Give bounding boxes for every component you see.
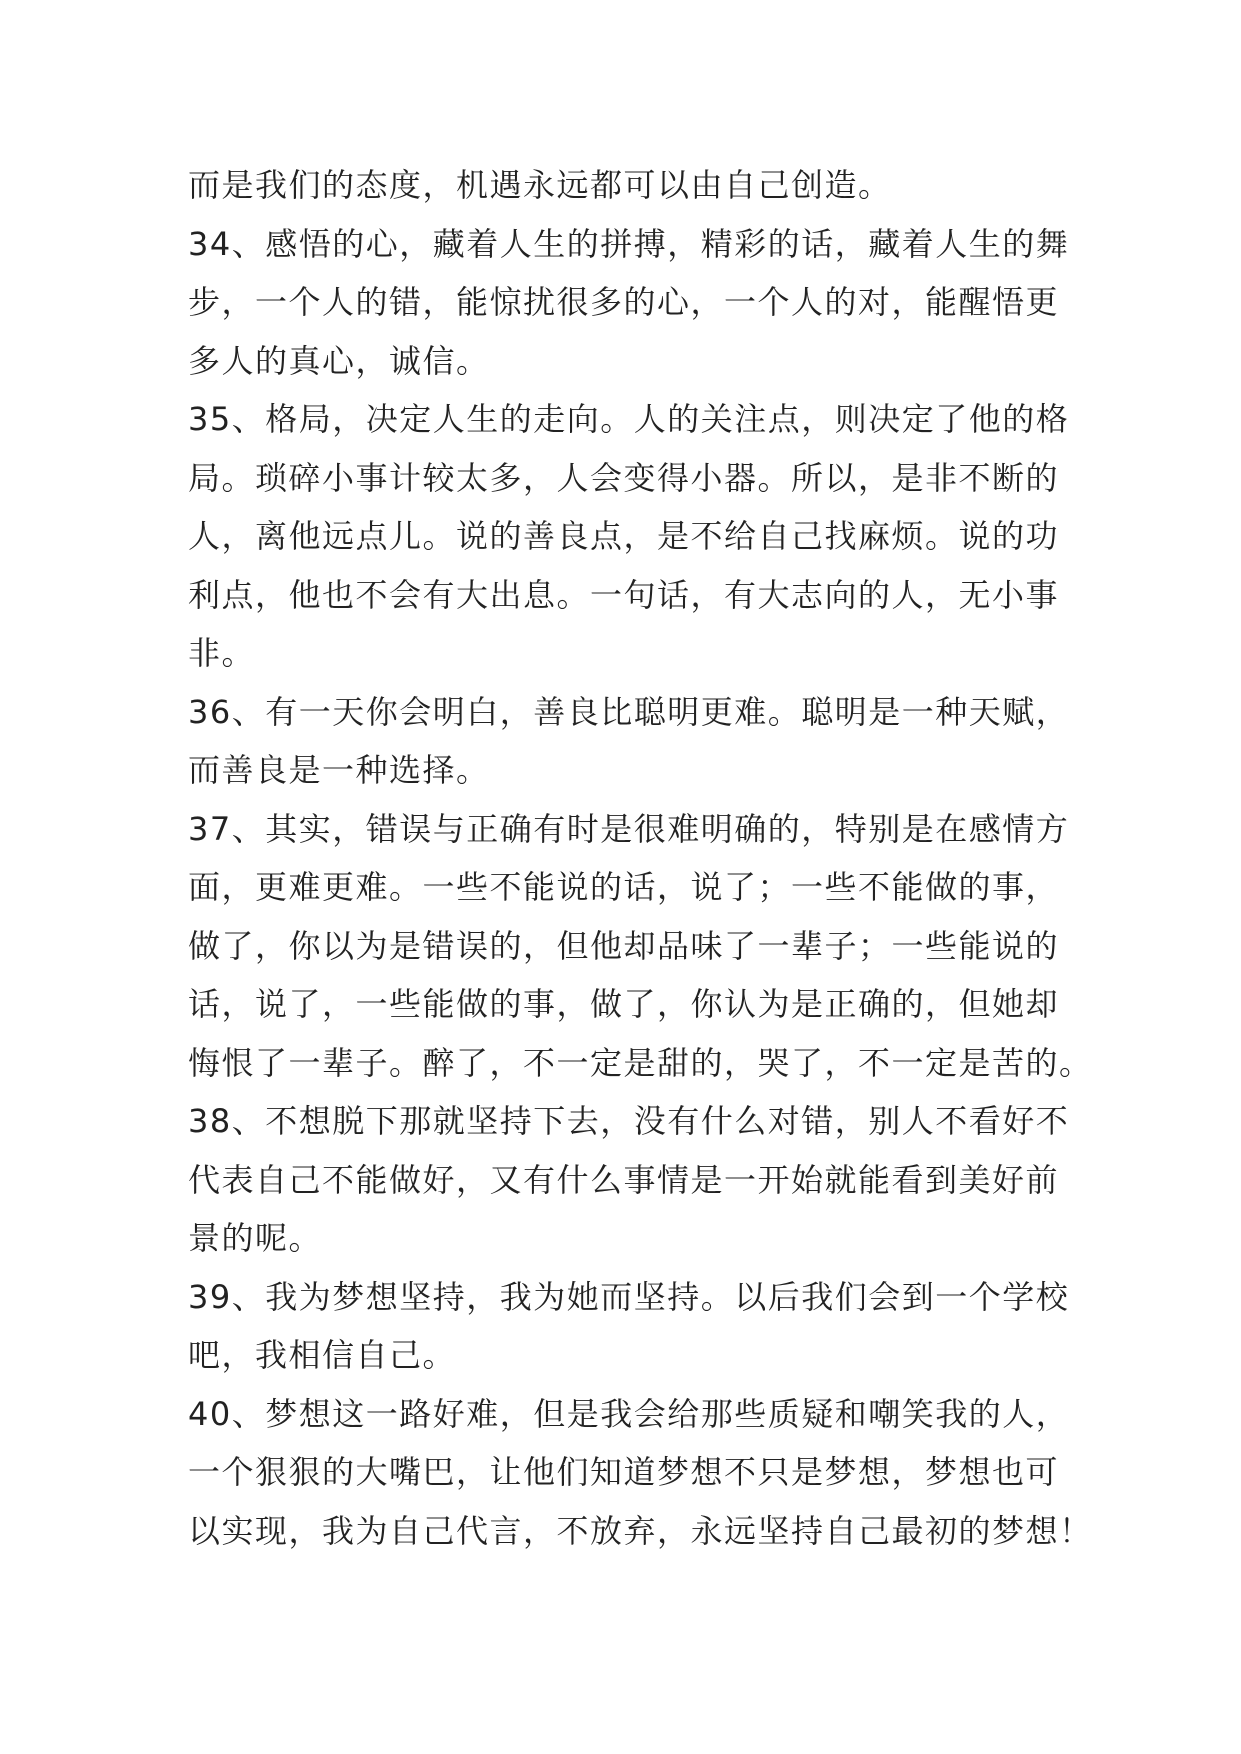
text-line: 人，离他远点儿。说的善良点，是不给自己找麻烦。说的功 — [188, 517, 1060, 555]
body-text — [188, 156, 1093, 1560]
text-line: 非。 — [188, 634, 256, 672]
text-line: 39、我为梦想坚持，我为她而坚持。以后我们会到一个学校 — [188, 1277, 1070, 1316]
text-line: 一个狠狠的大嘴巴，让他们知道梦想不只是梦想，梦想也可 — [188, 1453, 1060, 1491]
text-line: 而是我们的态度，机遇永远都可以由自己创造。 — [188, 166, 892, 204]
text-line: 话，说了，一些能做的事，做了，你认为是正确的，但她却 — [188, 985, 1060, 1023]
text-line: 景的呢。 — [188, 1219, 323, 1257]
text-line: 40、梦想这一路好难，但是我会给那些质疑和嘲笑我的人， — [188, 1394, 1070, 1433]
text-line: 37、其实，错误与正确有时是很难明确的，特别是在感情方 — [188, 809, 1070, 848]
text-line: 局。琐碎小事计较太多，人会变得小器。所以，是非不断的 — [188, 458, 1060, 497]
text-line: 代表自己不能做好，又有什么事情是一开始就能看到美好前 — [188, 1160, 1060, 1199]
text-line: 而善良是一种选择。 — [188, 751, 490, 789]
text-line: 面，更难更难。一些不能说的话，说了；一些不能做的事， — [188, 868, 1060, 906]
text-line: 步，一个人的错，能惊扰很多的心，一个人的对，能醒悟更 — [188, 283, 1060, 321]
text-line: 34、感悟的心，藏着人生的拼搏，精彩的话，藏着人生的舞 — [188, 224, 1070, 263]
text-line: 36、有一天你会明白，善良比聪明更难。聪明是一种天赋， — [188, 692, 1070, 731]
text-line: 悔恨了一辈子。醉了，不一定是甜的，哭了，不一定是苦的。 — [188, 1043, 1093, 1082]
text-line: 利点，他也不会有大出息。一句话，有大志向的人，无小事 — [188, 575, 1060, 614]
text-line: 38、不想脱下那就坚持下去，没有什么对错，别人不看好不 — [188, 1102, 1070, 1140]
text-line: 多人的真心，诚信。 — [188, 341, 490, 380]
text-line: 35、格局，决定人生的走向。人的关注点，则决定了他的格 — [188, 400, 1070, 438]
text-line: 吧，我相信自己。 — [188, 1336, 457, 1374]
text-line: 做了，你以为是错误的，但他却品味了一辈子；一些能说的 — [188, 926, 1060, 965]
text-line: 以实现，我为自己代言，不放弃，永远坚持自己最初的梦想！ — [188, 1511, 1093, 1550]
